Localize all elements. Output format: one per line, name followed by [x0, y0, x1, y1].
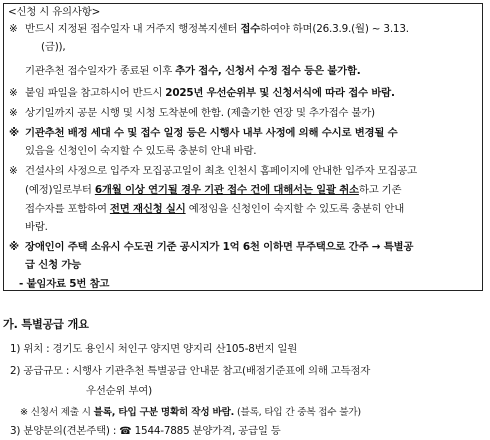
item3-mark: ※: [9, 107, 18, 119]
item5-line3: 접수자를 포함하여 전면 재신청 실시 예정임을 신청인이 숙지할 수 있도록 충분히 안내: [25, 203, 405, 215]
submission-note: ※ 신청서 제출 시 블록, 타입 구분 명확히 작성 바람. (블록, 타입 간 중복 접수 불가): [20, 407, 361, 418]
item6-mark: ※: [9, 241, 19, 253]
location-row: 1) 위치 : 경기도 용인시 처인구 양지면 양지리 산105-8번지 일원: [10, 343, 298, 355]
section-heading: 가. 특별공급 개요: [3, 318, 89, 331]
item2-mark: ※: [9, 87, 18, 99]
phone-icon: ☎: [119, 426, 132, 437]
item6-line2: 급 신청 가능: [25, 259, 82, 271]
item4-line1: 기관추천 배정 세대 수 및 접수 일정 등은 시행사 내부 사정에 의해 수시로 변경될 수: [25, 127, 398, 139]
supply-scale-row-cont: 우선순위 부여): [86, 385, 152, 397]
item5-line1: 건설사의 사정으로 입주자 모집공고일이 최초 인천시 홈페이지에 안내한 입주자 모집공고: [25, 165, 417, 177]
attachment-note: - 붙임자료 5번 참고: [19, 278, 110, 290]
item5-line4: 바람.: [25, 221, 48, 233]
item2-text: 붙임 파일을 참고하시어 반드시 2025년 우선순위부 및 신청서식에 따라 접수 바람.: [25, 87, 395, 99]
item1-line1: 반드시 지정된 접수일자 내 거주지 행정복지센터 접수하여야 하며(26.3.9.(월) ~ 3.13.: [25, 23, 409, 35]
item1-line3: 기관추천 접수일자가 종료된 이후 추가 접수, 신청서 수정 접수 등은 불가함.: [25, 65, 361, 77]
item1-line2: (금)),: [41, 41, 66, 53]
notice-title: <신청 시 유의사항>: [8, 6, 101, 18]
item4-mark: ※: [9, 127, 19, 139]
item3-text: 상기일까지 공문 시행 및 시청 도착분에 한함. (제출기한 연장 및 추가접수 불가): [25, 107, 375, 119]
item6-line1: 장애인이 주택 소유시 수도권 기준 공시지가 1억 6천 이하면 무주택으로 간주 → 특별공: [25, 241, 414, 253]
item5-line2: (예정)일로부터 6개월 이상 연기될 경우 기관 접수 건에 대해서는 일괄 취소하고 기존: [25, 184, 402, 196]
inquiry-row: 3) 분양문의(견본주택) : ☎ 1544-7885 분양가격, 공급일 등: [10, 425, 281, 437]
item5-mark: ※: [9, 165, 18, 177]
supply-scale-row: 2) 공급규모 : 시행사 기관추천 특별공급 안내문 참고(배점기준표에 의해 고득점자: [10, 365, 371, 377]
item1-mark: ※: [9, 23, 18, 35]
item4-line2: 있음을 신청인이 숙지할 수 있도록 충분히 안내 바람.: [25, 145, 257, 157]
